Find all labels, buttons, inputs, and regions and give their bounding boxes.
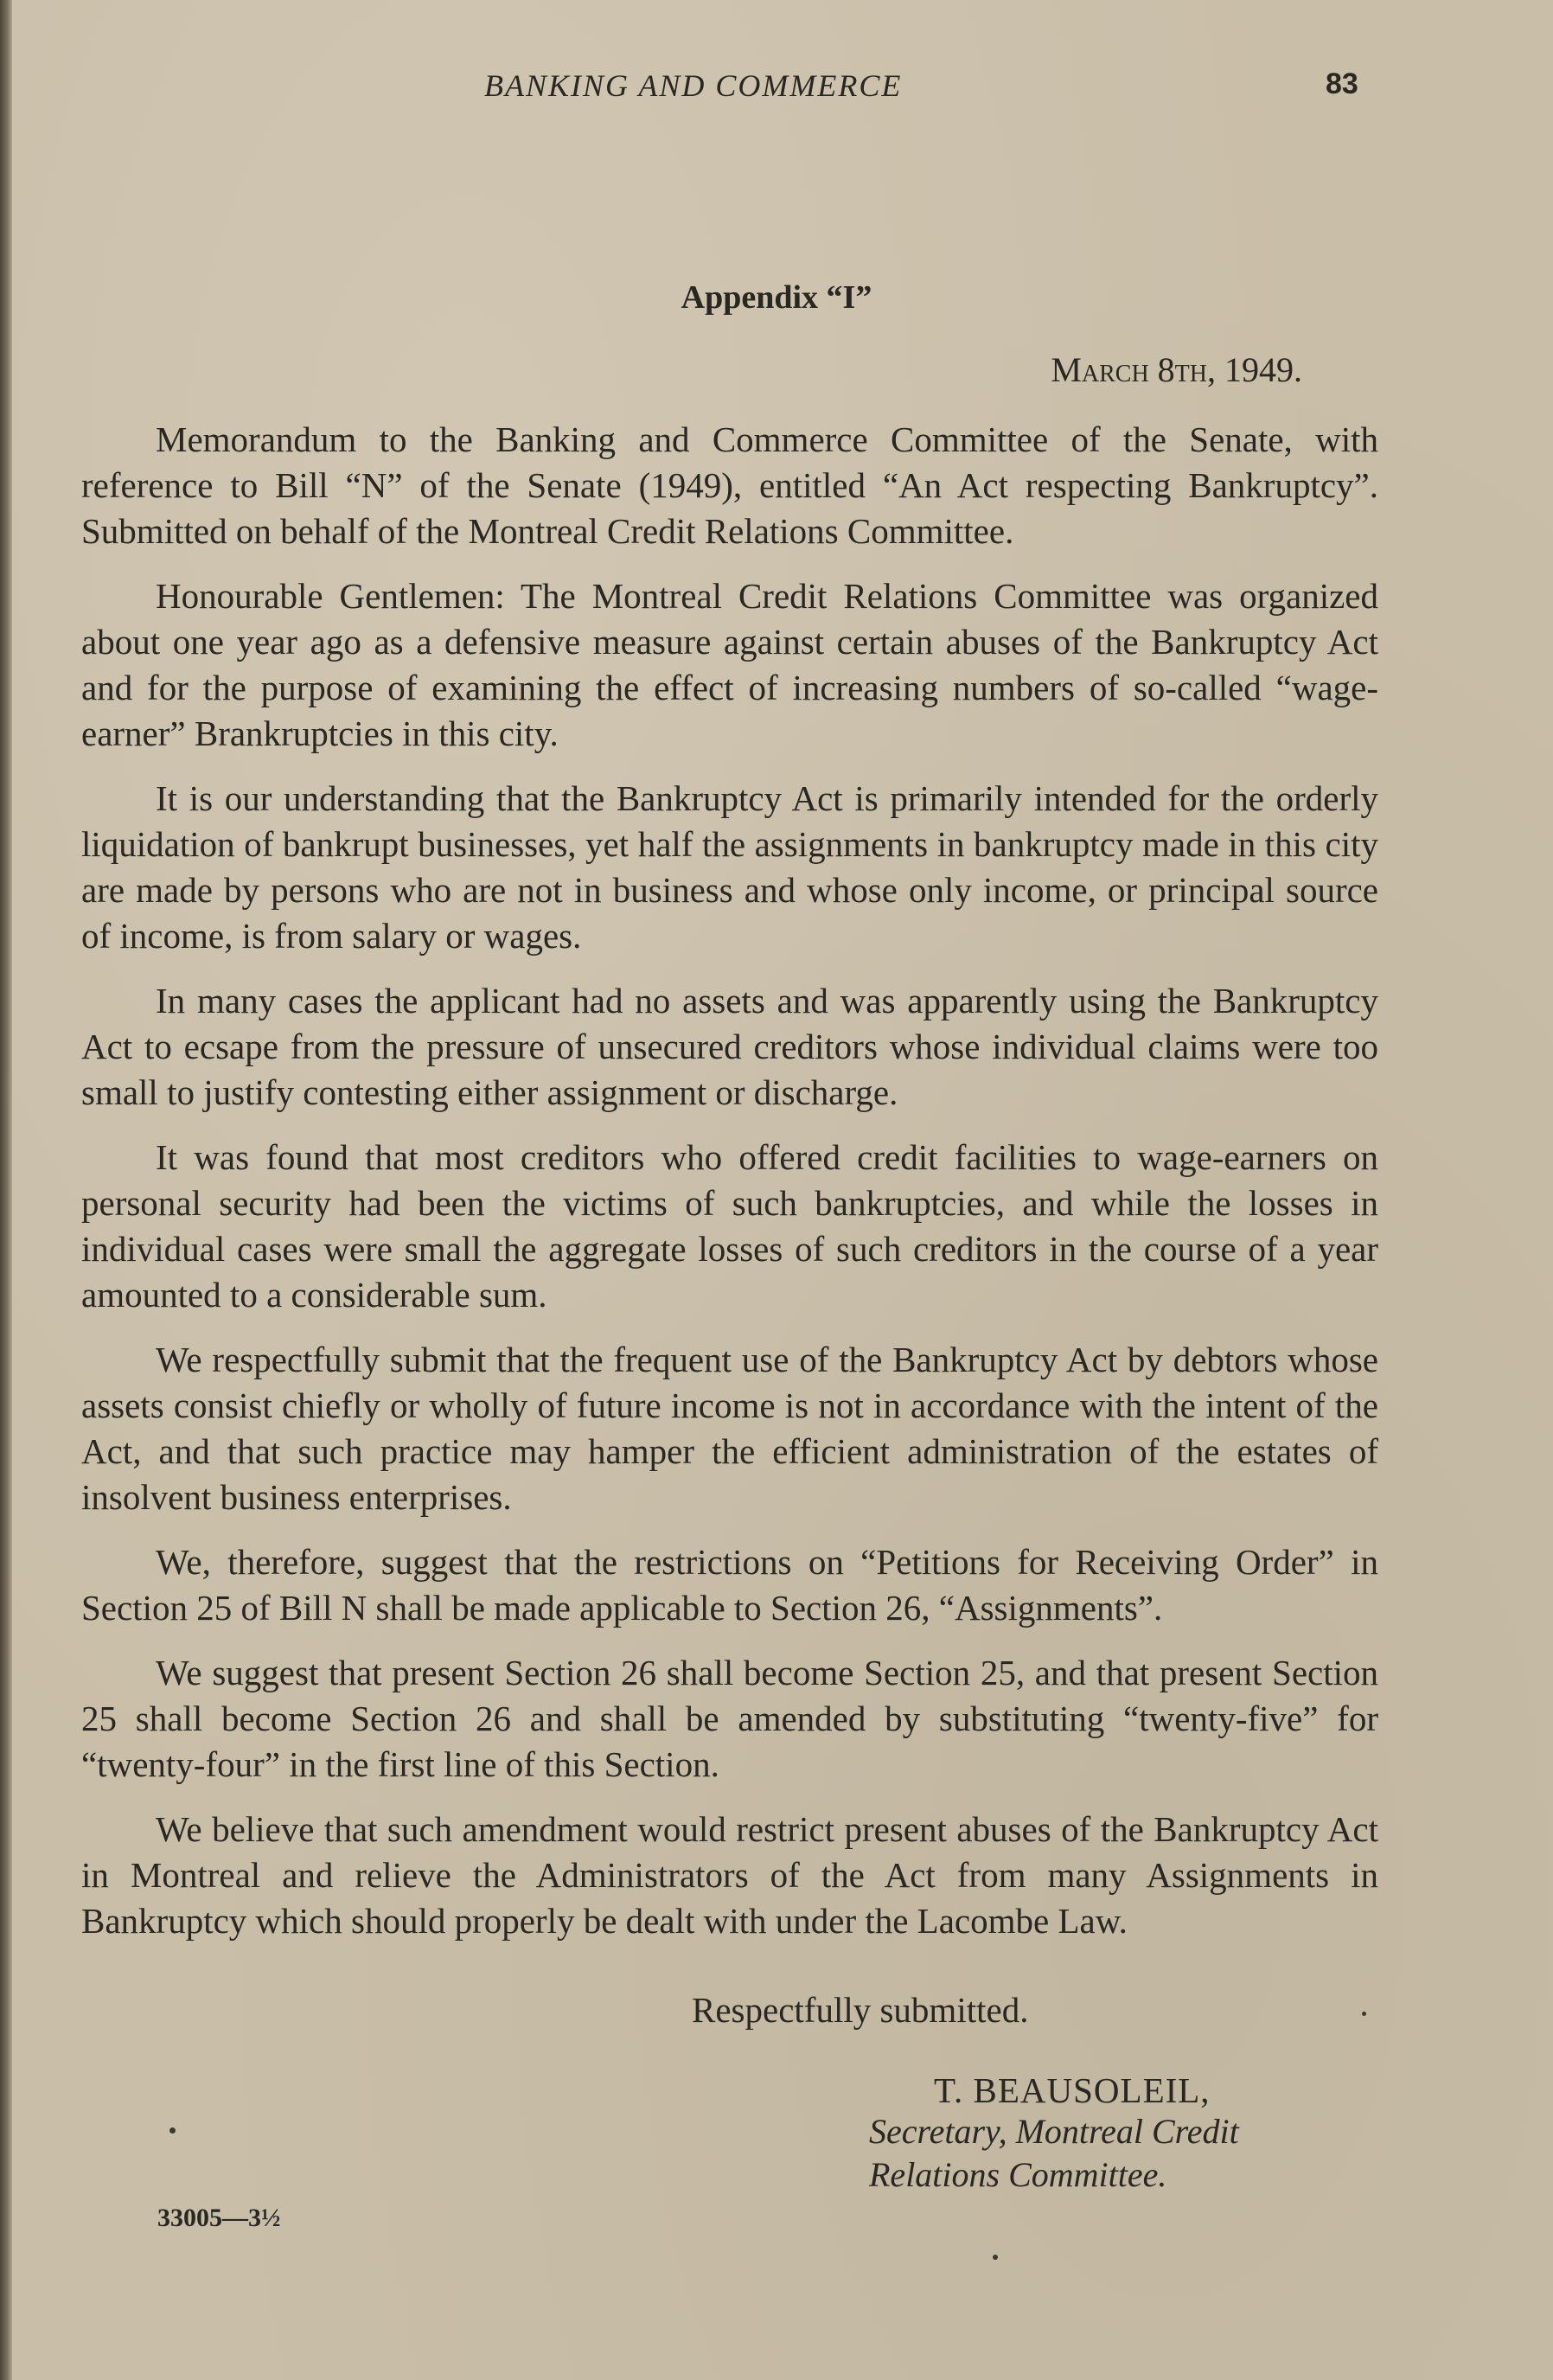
page-number: 83 bbox=[1326, 67, 1358, 100]
print-speck bbox=[169, 2127, 176, 2134]
page-binding-edge bbox=[0, 0, 12, 2380]
paragraph: We suggest that present Section 26 shall become Section 25, and that present Section 25 shall become Section 26 and shall be amended by substituting “twenty-five” for “twenty-four” in the first line of this Section. bbox=[81, 1653, 1378, 1784]
paragraph: It was found that most creditors who offered credit facilities to wage-earners on personal security had been the victims of such bankruptcies, and while the losses in individual cases were small the aggregate losses of such creditors in the course of a year amounted to a considerable sum. bbox=[81, 1137, 1378, 1315]
signatory-title bbox=[869, 2110, 1239, 2197]
paragraph: It is our understanding that the Bankruptcy Act is primarily intended for the orderly liquidation of bankrupt businesses, yet half the assignments in bankruptcy made in this city are made by persons who are not in business and whose only income, or principal source of income, is from salary or wages. bbox=[81, 778, 1378, 956]
closing-line: Respectfully submitted. bbox=[692, 1990, 1029, 2030]
paragraph: In many cases the applicant had no assets and was apparently using the Bankruptcy Act to ecsape from the pressure of unsecured creditors whose individual claims were too small to justify contesting either assignment or discharge. bbox=[81, 981, 1378, 1112]
paragraph: We, therefore, suggest that the restrictions on “Petitions for Receiving Order” in Section 25 of Bill N shall be made applicable to Section 26, “Assignments”. bbox=[81, 1542, 1378, 1628]
paragraph: We believe that such amendment would restrict present abuses of the Bankruptcy Act in Montreal and relieve the Administrators of the Act from many Assignments in Bankruptcy which should properly be dealt with under the Lacombe Law. bbox=[81, 1809, 1378, 1941]
footer-print-code: 33005—3½ bbox=[157, 2204, 281, 2232]
appendix-title: Appendix “I” bbox=[681, 279, 872, 316]
paragraph-intro: Memorandum to the Banking and Commerce Committee of the Senate, with reference to Bill “N” of the Senate (1949), entitled “An Act respecting Bankruptcy”. Submitted on behalf of the Montreal Credit Relations Committee. bbox=[81, 419, 1378, 551]
memo-date: March 8th, 1949. bbox=[1051, 350, 1302, 389]
signatory-name: T. BEAUSOLEIL, bbox=[934, 2070, 1211, 2110]
running-head: BANKING AND COMMERCE bbox=[484, 68, 903, 103]
memo-body bbox=[81, 417, 1378, 1963]
signatory-title-line-2: Relations Committee. bbox=[869, 2155, 1167, 2194]
print-speck bbox=[993, 2255, 998, 2260]
signatory-title-line-1: Secretary, Montreal Credit bbox=[869, 2112, 1239, 2151]
paragraph: We respectfully submit that the frequent use of the Bankruptcy Act by debtors whose assets consist chiefly or wholly of future income is not in accordance with the intent of the Act, and that such practice may hamper the efficient administration of the estates of insolvent business enterprises. bbox=[81, 1340, 1378, 1517]
print-speck bbox=[1362, 2012, 1366, 2016]
paragraph-salutation: Honourable Gentlemen: The Montreal Credit Relations Committee was organized about one year ago as a defensive measure against certain abuses of the Bankruptcy Act and for the purpose of examining the effect of increasing numbers of so-called “wage-earner” Brankruptcies in this city. bbox=[81, 576, 1378, 753]
